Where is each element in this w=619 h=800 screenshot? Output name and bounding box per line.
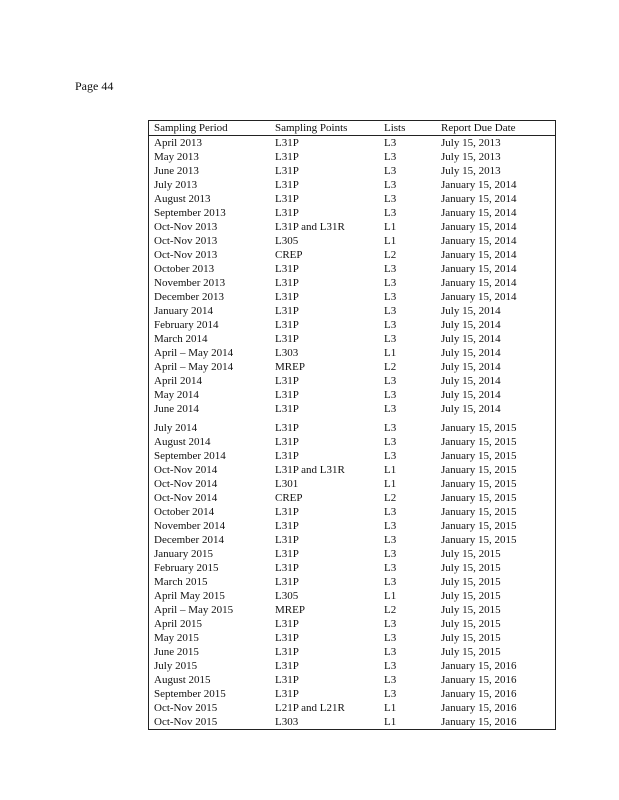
cell-report-due-date: January 15, 2016 <box>441 688 517 700</box>
cell-lists: L1 <box>384 464 397 476</box>
cell-sampling-points: L31P <box>275 632 299 644</box>
table-body <box>149 136 555 729</box>
table-row <box>149 178 555 192</box>
table-row <box>149 262 555 276</box>
table-row <box>149 360 555 374</box>
cell-report-due-date: July 15, 2015 <box>441 632 501 644</box>
cell-report-due-date: January 15, 2014 <box>441 277 517 289</box>
cell-report-due-date: January 15, 2015 <box>441 520 517 532</box>
cell-report-due-date: January 15, 2015 <box>441 436 517 448</box>
table-row <box>149 435 555 449</box>
cell-report-due-date: January 15, 2015 <box>441 478 517 490</box>
cell-report-due-date: January 15, 2014 <box>441 221 517 233</box>
cell-sampling-period: Oct-Nov 2013 <box>154 221 218 233</box>
cell-lists: L1 <box>384 478 397 490</box>
cell-lists: L3 <box>384 562 397 574</box>
cell-sampling-period: June 2013 <box>154 165 199 177</box>
cell-sampling-period: June 2014 <box>154 403 199 415</box>
cell-report-due-date: July 15, 2014 <box>441 319 501 331</box>
cell-report-due-date: January 15, 2014 <box>441 235 517 247</box>
cell-sampling-period: December 2013 <box>154 291 224 303</box>
header-report-due-date: Report Due Date <box>441 122 516 134</box>
header-lists: Lists <box>384 122 406 134</box>
cell-sampling-points: L31P <box>275 562 299 574</box>
table-row <box>149 673 555 687</box>
table-row <box>149 477 555 491</box>
cell-lists: L3 <box>384 520 397 532</box>
table-row <box>149 421 555 435</box>
cell-report-due-date: July 15, 2013 <box>441 137 501 149</box>
cell-sampling-period: July 2015 <box>154 660 198 672</box>
cell-lists: L3 <box>384 646 397 658</box>
table-row <box>149 346 555 360</box>
cell-sampling-period: April 2014 <box>154 375 202 387</box>
cell-sampling-period: April – May 2014 <box>154 347 234 359</box>
cell-sampling-points: L31P <box>275 291 299 303</box>
cell-report-due-date: January 15, 2015 <box>441 534 517 546</box>
cell-sampling-period: March 2015 <box>154 576 208 588</box>
cell-report-due-date: January 15, 2016 <box>441 674 517 686</box>
cell-lists: L3 <box>384 618 397 630</box>
cell-lists: L3 <box>384 291 397 303</box>
cell-report-due-date: July 15, 2015 <box>441 576 501 588</box>
table-row <box>149 332 555 346</box>
cell-sampling-period: Oct-Nov 2013 <box>154 249 218 261</box>
cell-sampling-points: L31P <box>275 660 299 672</box>
table-row <box>149 150 555 164</box>
table-row <box>149 701 555 715</box>
cell-sampling-points: L31P <box>275 548 299 560</box>
cell-lists: L3 <box>384 375 397 387</box>
cell-sampling-period: October 2013 <box>154 263 215 275</box>
cell-sampling-points: L31P <box>275 674 299 686</box>
cell-report-due-date: July 15, 2014 <box>441 389 501 401</box>
cell-sampling-points: L21P and L21R <box>275 702 345 714</box>
cell-sampling-period: August 2014 <box>154 436 211 448</box>
cell-sampling-period: September 2014 <box>154 450 226 462</box>
table-row <box>149 631 555 645</box>
cell-sampling-points: L303 <box>275 716 299 728</box>
table-row <box>149 276 555 290</box>
cell-lists: L3 <box>384 548 397 560</box>
cell-sampling-period: July 2014 <box>154 422 198 434</box>
cell-report-due-date: July 15, 2014 <box>441 305 501 317</box>
table-row <box>149 603 555 617</box>
cell-lists: L1 <box>384 716 397 728</box>
cell-sampling-period: April May 2015 <box>154 590 225 602</box>
cell-sampling-points: L31P <box>275 277 299 289</box>
table-row <box>149 715 555 729</box>
cell-report-due-date: January 15, 2014 <box>441 207 517 219</box>
cell-sampling-points: CREP <box>275 249 303 261</box>
table-row <box>149 589 555 603</box>
cell-lists: L1 <box>384 590 397 602</box>
cell-lists: L2 <box>384 249 397 261</box>
cell-sampling-period: Oct-Nov 2014 <box>154 464 218 476</box>
cell-lists: L3 <box>384 277 397 289</box>
cell-report-due-date: January 15, 2015 <box>441 464 517 476</box>
table-row <box>149 617 555 631</box>
table-row <box>149 547 555 561</box>
cell-sampling-points: L31P <box>275 646 299 658</box>
cell-lists: L3 <box>384 263 397 275</box>
cell-sampling-period: May 2015 <box>154 632 199 644</box>
cell-lists: L3 <box>384 688 397 700</box>
cell-report-due-date: January 15, 2014 <box>441 291 517 303</box>
cell-sampling-period: January 2015 <box>154 548 213 560</box>
cell-sampling-points: L31P <box>275 305 299 317</box>
cell-sampling-period: April – May 2015 <box>154 604 234 616</box>
cell-lists: L1 <box>384 702 397 714</box>
cell-sampling-points: L31P <box>275 534 299 546</box>
cell-report-due-date: July 15, 2015 <box>441 562 501 574</box>
cell-report-due-date: July 15, 2015 <box>441 646 501 658</box>
cell-sampling-period: May 2014 <box>154 389 199 401</box>
cell-sampling-points: L31P <box>275 179 299 191</box>
table-row <box>149 659 555 673</box>
cell-lists: L1 <box>384 235 397 247</box>
cell-report-due-date: January 15, 2015 <box>441 506 517 518</box>
cell-lists: L3 <box>384 179 397 191</box>
cell-sampling-period: April 2013 <box>154 137 202 149</box>
cell-lists: L3 <box>384 403 397 415</box>
table-row <box>149 575 555 589</box>
cell-sampling-period: February 2015 <box>154 562 219 574</box>
table-row <box>149 402 555 416</box>
table-row <box>149 505 555 519</box>
cell-sampling-period: August 2015 <box>154 674 211 686</box>
cell-sampling-period: Oct-Nov 2014 <box>154 478 218 490</box>
cell-sampling-points: L305 <box>275 590 299 602</box>
cell-sampling-points: L31P <box>275 207 299 219</box>
cell-report-due-date: July 15, 2014 <box>441 361 501 373</box>
cell-sampling-points: L31P <box>275 403 299 415</box>
table-row <box>149 304 555 318</box>
table-header-row <box>149 120 555 136</box>
cell-sampling-period: December 2014 <box>154 534 224 546</box>
table-row <box>149 206 555 220</box>
cell-report-due-date: January 15, 2015 <box>441 450 517 462</box>
table-row <box>149 318 555 332</box>
table-row <box>149 449 555 463</box>
cell-sampling-period: November 2014 <box>154 520 226 532</box>
cell-sampling-points: L305 <box>275 235 299 247</box>
cell-sampling-period: September 2013 <box>154 207 226 219</box>
cell-sampling-points: L31P <box>275 688 299 700</box>
cell-sampling-points: L31P <box>275 422 299 434</box>
cell-lists: L3 <box>384 674 397 686</box>
cell-report-due-date: July 15, 2014 <box>441 375 501 387</box>
cell-lists: L3 <box>384 319 397 331</box>
cell-sampling-points: L31P <box>275 520 299 532</box>
cell-sampling-points: L303 <box>275 347 299 359</box>
cell-lists: L3 <box>384 305 397 317</box>
cell-lists: L3 <box>384 151 397 163</box>
cell-lists: L2 <box>384 361 397 373</box>
cell-report-due-date: July 15, 2014 <box>441 403 501 415</box>
table-row <box>149 561 555 575</box>
cell-sampling-points: L31P <box>275 165 299 177</box>
cell-sampling-points: L31P <box>275 137 299 149</box>
cell-sampling-period: November 2013 <box>154 277 226 289</box>
cell-sampling-points: L31P <box>275 450 299 462</box>
cell-report-due-date: July 15, 2014 <box>441 347 501 359</box>
table-row <box>149 388 555 402</box>
cell-sampling-points: MREP <box>275 361 305 373</box>
cell-sampling-points: L31P <box>275 436 299 448</box>
cell-report-due-date: January 15, 2016 <box>441 660 517 672</box>
cell-report-due-date: January 15, 2016 <box>441 702 517 714</box>
cell-sampling-period: March 2014 <box>154 333 208 345</box>
cell-lists: L3 <box>384 193 397 205</box>
header-sampling-points: Sampling Points <box>275 122 348 134</box>
cell-lists: L3 <box>384 576 397 588</box>
cell-sampling-points: L31P <box>275 151 299 163</box>
cell-sampling-period: April 2015 <box>154 618 202 630</box>
cell-lists: L2 <box>384 492 397 504</box>
cell-lists: L3 <box>384 660 397 672</box>
cell-sampling-period: June 2015 <box>154 646 199 658</box>
cell-report-due-date: July 15, 2015 <box>441 548 501 560</box>
cell-lists: L3 <box>384 422 397 434</box>
cell-report-due-date: July 15, 2014 <box>441 333 501 345</box>
table-row <box>149 645 555 659</box>
cell-sampling-period: May 2013 <box>154 151 199 163</box>
table-row <box>149 248 555 262</box>
table-row <box>149 533 555 547</box>
cell-sampling-period: April – May 2014 <box>154 361 234 373</box>
cell-report-due-date: January 15, 2015 <box>441 422 517 434</box>
cell-sampling-period: August 2013 <box>154 193 211 205</box>
cell-report-due-date: July 15, 2013 <box>441 151 501 163</box>
cell-sampling-period: Oct-Nov 2014 <box>154 492 218 504</box>
table-row <box>149 290 555 304</box>
cell-lists: L3 <box>384 137 397 149</box>
cell-lists: L3 <box>384 389 397 401</box>
table-row <box>149 192 555 206</box>
cell-lists: L3 <box>384 506 397 518</box>
table-row <box>149 491 555 505</box>
cell-sampling-points: L31P <box>275 375 299 387</box>
cell-report-due-date: July 15, 2015 <box>441 590 501 602</box>
cell-sampling-points: L31P <box>275 319 299 331</box>
cell-sampling-points: L31P <box>275 618 299 630</box>
cell-report-due-date: January 15, 2014 <box>441 249 517 261</box>
cell-sampling-period: Oct-Nov 2013 <box>154 235 218 247</box>
cell-lists: L3 <box>384 333 397 345</box>
table-row <box>149 220 555 234</box>
cell-report-due-date: July 15, 2015 <box>441 618 501 630</box>
cell-sampling-points: L31P <box>275 389 299 401</box>
cell-sampling-points: L31P and L31R <box>275 221 345 233</box>
cell-sampling-points: MREP <box>275 604 305 616</box>
cell-lists: L1 <box>384 221 397 233</box>
cell-sampling-period: Oct-Nov 2015 <box>154 702 218 714</box>
cell-sampling-points: L31P <box>275 193 299 205</box>
header-sampling-period: Sampling Period <box>154 122 228 134</box>
table-row <box>149 164 555 178</box>
cell-sampling-points: L31P and L31R <box>275 464 345 476</box>
table-row <box>149 136 555 150</box>
cell-sampling-points: L31P <box>275 263 299 275</box>
cell-sampling-period: Oct-Nov 2015 <box>154 716 218 728</box>
cell-report-due-date: January 15, 2014 <box>441 179 517 191</box>
table-row <box>149 463 555 477</box>
cell-sampling-points: L301 <box>275 478 299 490</box>
cell-lists: L3 <box>384 165 397 177</box>
table-row <box>149 519 555 533</box>
cell-report-due-date: July 15, 2013 <box>441 165 501 177</box>
page-number: Page 44 <box>75 79 114 93</box>
cell-lists: L3 <box>384 632 397 644</box>
cell-sampling-points: L31P <box>275 576 299 588</box>
cell-sampling-points: L31P <box>275 333 299 345</box>
cell-sampling-period: September 2015 <box>154 688 226 700</box>
cell-lists: L3 <box>384 534 397 546</box>
cell-sampling-points: L31P <box>275 506 299 518</box>
cell-report-due-date: January 15, 2014 <box>441 263 517 275</box>
cell-sampling-period: January 2014 <box>154 305 213 317</box>
cell-sampling-period: February 2014 <box>154 319 219 331</box>
table-row <box>149 234 555 248</box>
cell-sampling-period: October 2014 <box>154 506 215 518</box>
table-row <box>149 687 555 701</box>
cell-lists: L3 <box>384 207 397 219</box>
cell-lists: L3 <box>384 450 397 462</box>
cell-lists: L3 <box>384 436 397 448</box>
cell-report-due-date: January 15, 2016 <box>441 716 517 728</box>
sampling-schedule-table <box>148 120 556 730</box>
cell-report-due-date: January 15, 2015 <box>441 492 517 504</box>
table-row <box>149 374 555 388</box>
cell-report-due-date: January 15, 2014 <box>441 193 517 205</box>
cell-sampling-points: CREP <box>275 492 303 504</box>
cell-report-due-date: July 15, 2015 <box>441 604 501 616</box>
cell-lists: L2 <box>384 604 397 616</box>
cell-lists: L1 <box>384 347 397 359</box>
cell-sampling-period: July 2013 <box>154 179 198 191</box>
